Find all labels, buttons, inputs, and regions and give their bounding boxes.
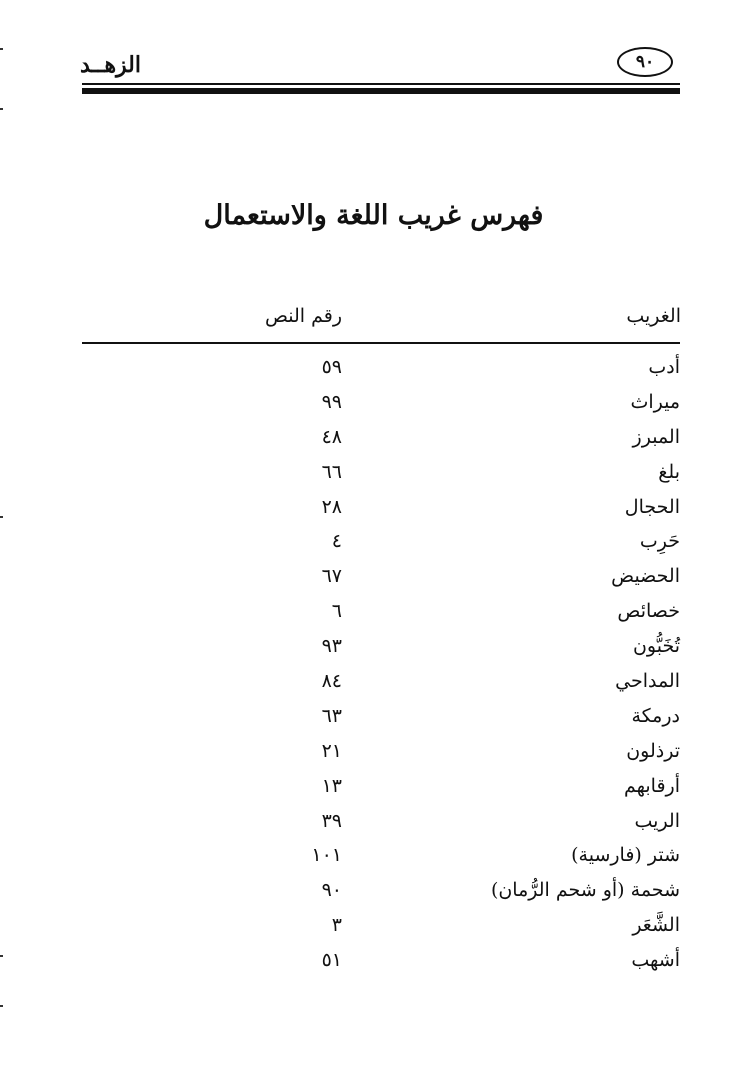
index-entry	[82, 670, 680, 705]
entry-number: ٤٨	[321, 425, 342, 448]
entry-word: المبرز	[632, 425, 680, 448]
entry-word: ترذلون	[626, 739, 680, 762]
page-number: ٩٠	[635, 52, 655, 72]
entry-word: بلغ	[658, 460, 680, 483]
entry-word: أدب	[648, 356, 680, 378]
column-header-number: رقم النص	[264, 305, 342, 327]
index-entry	[82, 461, 680, 496]
entry-number: ٩٠	[321, 879, 342, 902]
index-title: فهرس غريب اللغة والاستعمال	[203, 200, 544, 231]
index-entry	[82, 635, 680, 670]
scan-margin-mark	[0, 516, 3, 518]
entry-word: الحضيض	[611, 565, 680, 588]
entry-number: ٤	[331, 530, 342, 553]
index-entry	[82, 949, 680, 984]
entry-number: ٢١	[321, 739, 342, 762]
index-entry	[82, 426, 680, 461]
index-entry	[82, 879, 680, 914]
entry-number: ٣٩	[321, 809, 342, 832]
scan-margin-mark	[0, 1005, 3, 1007]
scan-margin-mark	[0, 108, 3, 110]
entry-number: ٥١	[321, 949, 342, 972]
scan-margin-mark	[0, 955, 3, 957]
index-entry	[82, 391, 680, 426]
entry-word: شتر (فارسية)	[571, 844, 680, 867]
entry-number: ١٠١	[311, 844, 342, 867]
entry-word: الحجال	[624, 495, 680, 518]
entry-number: ٦٦	[321, 460, 342, 483]
entry-word: درمكة	[631, 704, 680, 727]
entry-number: ٦٧	[321, 565, 342, 588]
header-rule-thin	[82, 83, 680, 85]
page-number-badge	[617, 47, 673, 77]
index-entry	[82, 810, 680, 845]
entry-word: أرقابهم	[623, 774, 680, 797]
entry-number: ٩٣	[321, 635, 342, 658]
entry-number: ٨٤	[321, 670, 342, 693]
index-entry	[82, 705, 680, 740]
header-rule-thick	[82, 88, 680, 94]
entry-word: تُخَبُّون	[632, 635, 680, 658]
entry-word: المداحي	[615, 670, 680, 693]
entry-word: خصائص	[617, 600, 680, 623]
entry-number: ٦٣	[321, 704, 342, 727]
entry-word: الشَّعَر	[632, 914, 680, 937]
index-entry	[82, 775, 680, 810]
index-entry	[82, 600, 680, 635]
entry-number: ٥٩	[321, 356, 342, 378]
index-entry	[82, 844, 680, 879]
entry-word: ميراث	[630, 390, 680, 413]
entry-word: الريب	[634, 809, 680, 832]
index-entry	[82, 496, 680, 531]
entry-word: أشهب	[631, 949, 680, 972]
index-entries	[82, 356, 680, 984]
table-header-rule	[82, 342, 680, 344]
running-title: الزهــد	[80, 52, 141, 78]
entry-word: شحمة (أو شحم الرُّمان)	[490, 879, 680, 902]
index-entry	[82, 740, 680, 775]
index-entry	[82, 530, 680, 565]
entry-number: ٩٩	[321, 390, 342, 413]
entry-word: حَرِب	[639, 530, 680, 553]
index-entry	[82, 565, 680, 600]
column-header-word: الغريب	[626, 305, 681, 327]
index-entry	[82, 914, 680, 949]
scan-margin-mark	[0, 48, 3, 50]
entry-number: ١٣	[321, 774, 342, 797]
entry-number: ٣	[331, 914, 342, 937]
index-entry	[82, 356, 680, 391]
entry-number: ٢٨	[321, 495, 342, 518]
entry-number: ٦	[331, 600, 342, 623]
